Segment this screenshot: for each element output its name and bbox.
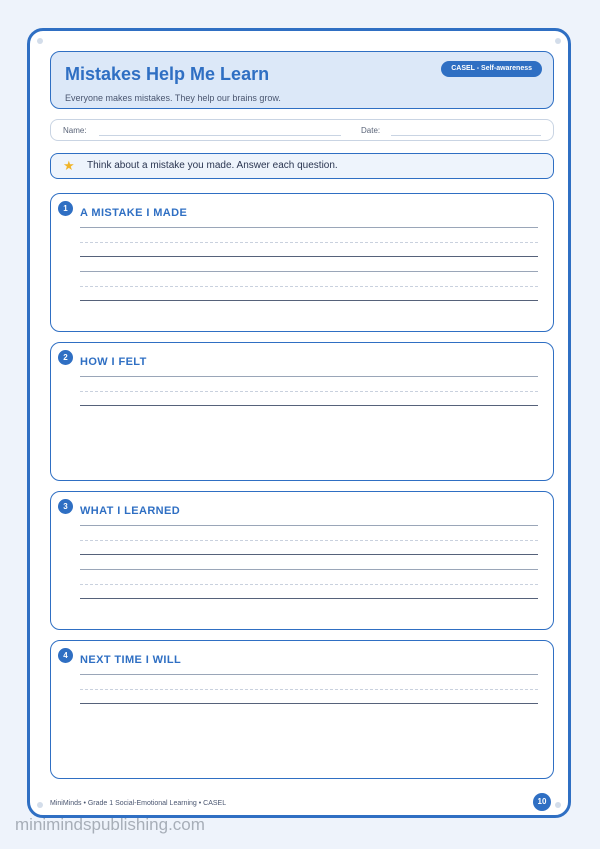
section-title: HOW I FELT (80, 356, 147, 368)
casel-badge: CASEL - Self-awareness (441, 61, 542, 77)
section-number: 4 (58, 648, 73, 663)
section-next-time (50, 640, 554, 779)
writing-line-dashed (80, 242, 538, 243)
writing-line-dashed (80, 689, 538, 690)
worksheet-page (27, 28, 571, 818)
writing-line[interactable] (80, 525, 538, 526)
writing-line-dashed (80, 540, 538, 541)
section-title: WHAT I LEARNED (80, 505, 181, 517)
watermark-text: minimindspublishing.com (15, 815, 205, 834)
section-learned (50, 491, 554, 630)
title-banner (50, 51, 554, 109)
corner-dot (555, 38, 561, 44)
instruction-text: Think about a mistake you made. Answer each question. (87, 160, 338, 171)
writing-line[interactable] (80, 376, 538, 377)
writing-line[interactable] (80, 300, 538, 301)
page-number: 10 (533, 793, 551, 811)
page-subtitle: Everyone makes mistakes. They help our brains grow. (65, 93, 281, 103)
instruction-box (50, 153, 554, 179)
section-number: 2 (58, 350, 73, 365)
name-date-bar (50, 119, 554, 141)
date-field[interactable] (391, 135, 541, 136)
writing-line[interactable] (80, 703, 538, 704)
section-number: 1 (58, 201, 73, 216)
date-label: Date: (361, 126, 381, 135)
name-field[interactable] (99, 135, 341, 136)
writing-line[interactable] (80, 405, 538, 406)
name-label: Name: (63, 126, 87, 135)
footer-text: MiniMinds • Grade 1 Social-Emotional Learning • CASEL (50, 800, 227, 807)
section-title: NEXT TIME I WILL (80, 654, 182, 666)
corner-dot (555, 802, 561, 808)
star-icon: ★ (63, 158, 75, 173)
section-number: 3 (58, 499, 73, 514)
writing-line-dashed (80, 286, 538, 287)
writing-line[interactable] (80, 598, 538, 599)
writing-line[interactable] (80, 674, 538, 675)
page-title: Mistakes Help Me Learn (65, 64, 270, 84)
writing-line[interactable] (80, 569, 538, 570)
writing-line[interactable] (80, 227, 538, 228)
corner-dot (37, 802, 43, 808)
writing-line[interactable] (80, 271, 538, 272)
writing-line-dashed (80, 391, 538, 392)
section-title: A MISTAKE I MADE (80, 207, 188, 219)
corner-dot (37, 38, 43, 44)
section-mistake (50, 193, 554, 332)
writing-line-dashed (80, 584, 538, 585)
writing-line[interactable] (80, 256, 538, 257)
section-feeling (50, 342, 554, 481)
writing-line[interactable] (80, 554, 538, 555)
